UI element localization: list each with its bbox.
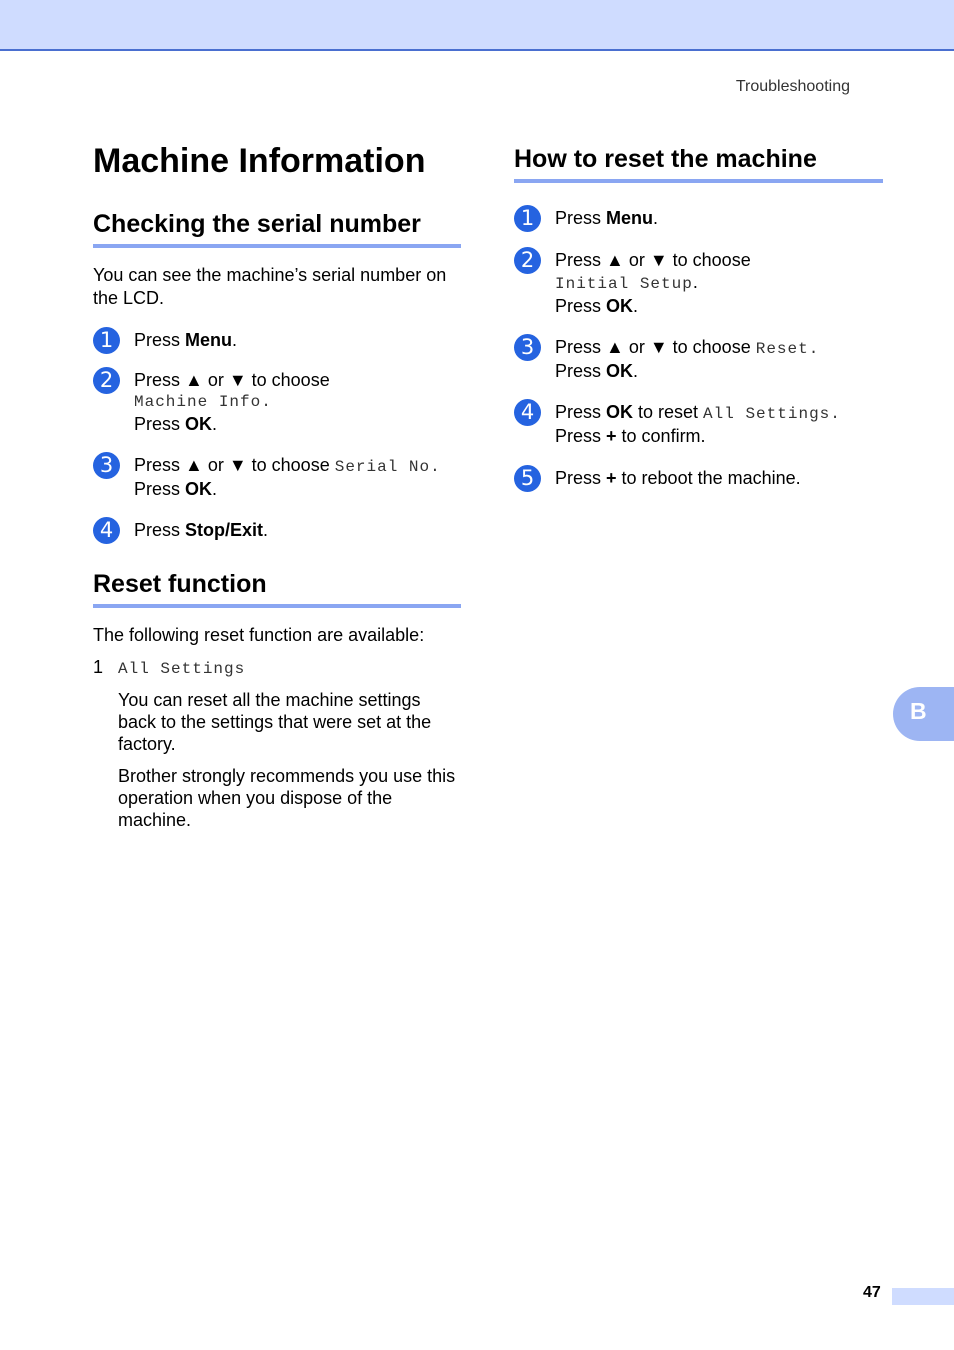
- top-band: [0, 0, 954, 51]
- reset-section-heading: Reset function: [93, 568, 461, 608]
- how-to-step-1: 1 Press Menu.: [514, 207, 883, 229]
- lcd-menu-text: Serial No.: [334, 458, 441, 476]
- serial-step-4: 4 Press Stop/Exit.: [93, 519, 461, 541]
- page-number: 47: [863, 1284, 881, 1301]
- how-to-step-4: 4 Press OK to reset All Settings. Press + to confirm.: [514, 401, 883, 447]
- step-number-badge: 3: [93, 452, 120, 479]
- step-number-badge: 4: [93, 517, 120, 544]
- lcd-menu-text: Initial Setup: [555, 275, 693, 293]
- serial-step-2: 2 Press ▲ or ▼ to choose Machine Info. Press OK.: [93, 369, 461, 435]
- reset-item-recommendation: Brother strongly recommends you use this operation when you dispose of the machine.: [118, 766, 456, 830]
- how-to-step-3: 3 Press ▲ or ▼ to choose Reset. Press OK.: [514, 336, 883, 382]
- how-to-step-2: 2 Press ▲ or ▼ to choose Initial Setup. Press OK.: [514, 249, 883, 317]
- step-number-badge: 2: [93, 367, 120, 394]
- step-number-badge: 1: [93, 327, 120, 354]
- lcd-menu-text: Reset.: [755, 340, 820, 358]
- lcd-menu-text: All Settings: [118, 660, 246, 678]
- lcd-menu-text: All Settings.: [703, 405, 841, 423]
- step-number-badge: 2: [514, 247, 541, 274]
- serial-section-heading: Checking the serial number: [93, 208, 461, 248]
- how-to-heading: How to reset the machine: [514, 140, 883, 183]
- right-column: [514, 140, 883, 489]
- chapter-tab: B: [893, 687, 954, 741]
- page-title: Machine Information: [93, 142, 426, 180]
- serial-step-3: 3 Press ▲ or ▼ to choose Serial No. Press OK.: [93, 454, 461, 500]
- running-header: Troubleshooting: [735, 78, 850, 95]
- step-number-badge: 4: [514, 399, 541, 426]
- how-to-step-5: 5 Press + to reboot the machine.: [514, 467, 883, 489]
- step-number-badge: 5: [514, 465, 541, 492]
- serial-step-1: 1 Press Menu.: [93, 329, 461, 351]
- serial-intro: You can see the machine’s serial number on the LCD.: [93, 265, 447, 308]
- step-number-badge: 3: [514, 334, 541, 361]
- lcd-menu-text: Machine Info.: [134, 393, 272, 411]
- reset-intro: The following reset function are available:: [93, 625, 425, 645]
- footer-band: [892, 1288, 954, 1305]
- reset-item-description: You can reset all the machine settings back to the settings that were set at the factory.: [118, 690, 432, 754]
- step-number-badge: 1: [514, 205, 541, 232]
- left-column: [93, 140, 461, 831]
- reset-item-1: 1 All Settings: [93, 657, 246, 678]
